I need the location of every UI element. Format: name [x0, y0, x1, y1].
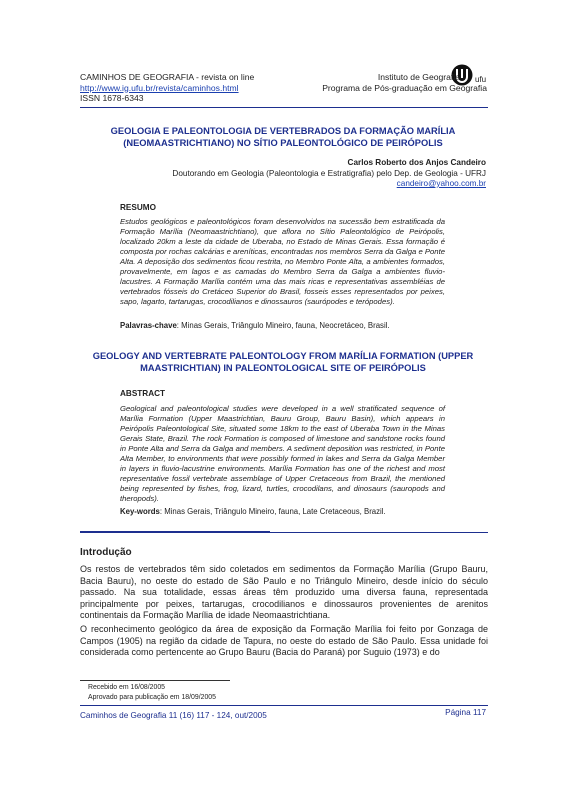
resumo-text: Estudos geológicos e paleontológicos foram desenvolvidos na sucessão bem estratificada da Formação Marília (Neomaastrichtiano), que aflora no Sítio Paleontológico de Peirópolis, localizado 20km a leste da cidade de Uberaba, no Estado de Minas Gerais. Essa formação é composta por rochas calcárias e areníticas, encontradas nos membros Serra da Galga e Ponte Alta. A deposição dos sedimentos ficou restrita, no Membro Ponte Alta, a ambientes formados, provavelmente, em lagos e as camadas do Membro Serra da Galga a ambientes fluvio-lacustres. A Formação Marília contém uma das mais ricas e representativas assembléias de vertebrados fósseis do Cretáceo Superior do Brasil, fosseis esses representados por peixes, sapo, lagarto, tartarugas, crocodilianos e dinossauros (saurópodes e terópodes). — [120, 217, 445, 307]
footnote-divider — [80, 680, 230, 681]
institute-name: Instituto de Geografia — [377, 72, 460, 82]
journal-name: CAMINHOS DE GEOGRAFIA - revista on line — [80, 72, 255, 82]
footer-divider — [80, 705, 488, 706]
palavras-chave-label: Palavras-chave — [120, 321, 177, 330]
abstract-text: Geological and paleontological studies were developed in a well stratificated sequence of Marília Formation (Upper Maastrichtian, Bauru Group, Bauru Basin), which appears in Peirópolis Paleontological Site, situated some 18km to the east of Uberaba Town in the Minas Gerais State, Brazil. The rock Formation is composed of limestone and sandstone rocks found in Ponte Alta and Serra da Galga and members. A sediment deposition was restricted, in Ponte Alta Member, to environments that were possibly formed in lakes and Serra da Galga Member in layers in fluvio-lacustrine environments. Marília Formation has one of the richest and most representative fossil vertebrate assemblage of Upper Cretaceous from Brazil, the mentioned being represented by fishes, frog, lizard, turtles, crocodilans, and dinosaurs (sauropods and theropods). — [120, 404, 445, 504]
author-affiliation: Doutorando em Geologia (Paleontologia e Estratigrafia) pelo Dep. de Geologia - UFRJ — [172, 168, 486, 178]
journal-issn: ISSN 1678-6343 — [80, 93, 144, 103]
intro-heading: Introdução — [80, 547, 132, 558]
palavras-chave-text: : Minas Gerais, Triângulo Mineiro, fauna, Neocretáceo, Brasil. — [176, 321, 390, 330]
title-portuguese: GEOLOGIA E PALEONTOLOGIA DE VERTEBRADOS DA FORMAÇÃO MARÍLIA (NEOMAASTRICHTIANO) NO SÍTIO PALEONTOLÓGICO DE PEIRÓPOLIS — [110, 126, 456, 148]
author-block — [172, 158, 486, 190]
approved-date: Aprovado para publicação em 18/09/2005 — [88, 694, 216, 701]
abstract-divider-accent — [80, 531, 270, 533]
key-words-label: Key-words — [120, 507, 160, 516]
intro-paragraph-1: Os restos de vertebrados têm sido coletados em sedimentos da Formação Marília (Grupo Bauru, Bacia Bauru), no oeste do estado de São Paulo e no Triângulo Mineiro, desde início do século passado. Na sua totalidade, essas áreas têm produzido uma diversa fauna, representada principalmente por peixes, tartarugas, crocodilianos e dinossauros provenientes de arenitos continentais da Formação Marília de idade Neomaastrichtiana. — [80, 564, 488, 621]
institution-header — [322, 72, 487, 93]
footnotes — [88, 683, 216, 703]
page-number: Página 117 — [445, 708, 486, 717]
key-words-text: : Minas Gerais, Triângulo Mineiro, fauna, Late Cretaceous, Brazil. — [159, 507, 386, 516]
intro-body — [80, 564, 488, 661]
key-words — [120, 507, 450, 516]
palavras-chave — [120, 321, 450, 330]
author-name: Carlos Roberto dos Anjos Candeiro — [347, 158, 486, 167]
author-email-link[interactable]: candeiro@yahoo.com.br — [396, 179, 486, 188]
resumo-heading: RESUMO — [120, 203, 156, 212]
logo-label: ufu — [475, 75, 487, 84]
program-name: Programa de Pós-graduação em Geografia — [322, 82, 487, 93]
header-divider — [80, 107, 488, 108]
intro-paragraph-2: O reconhecimento geológico da área de exposição da Formação Marília foi feito por Gonzaga de Campos (1905) na região da cidade de Tapura, no oeste do estado de São Paulo. Essa unidade foi considerada como pertencente ao Grupo Bauru (Bacia do Paraná) por Suguio (1973) e do — [80, 623, 488, 658]
footer-citation: Caminhos de Geografia 11 (16) 117 - 124, out/2005 — [80, 711, 267, 720]
title-english: GEOLOGY AND VERTEBRATE PALEONTOLOGY FROM MARÍLIA FORMATION (UPPER MAASTRICHTIAN) IN PALEONTOLOGICAL SITE OF PEIRÓPOLIS — [92, 351, 474, 373]
journal-header — [80, 72, 254, 104]
abstract-heading: ABSTRACT — [120, 389, 166, 398]
journal-url-link[interactable]: http://www.ig.ufu.br/revista/caminhos.html — [80, 82, 239, 93]
received-date: Recebido em 16/08/2005 — [88, 684, 166, 691]
